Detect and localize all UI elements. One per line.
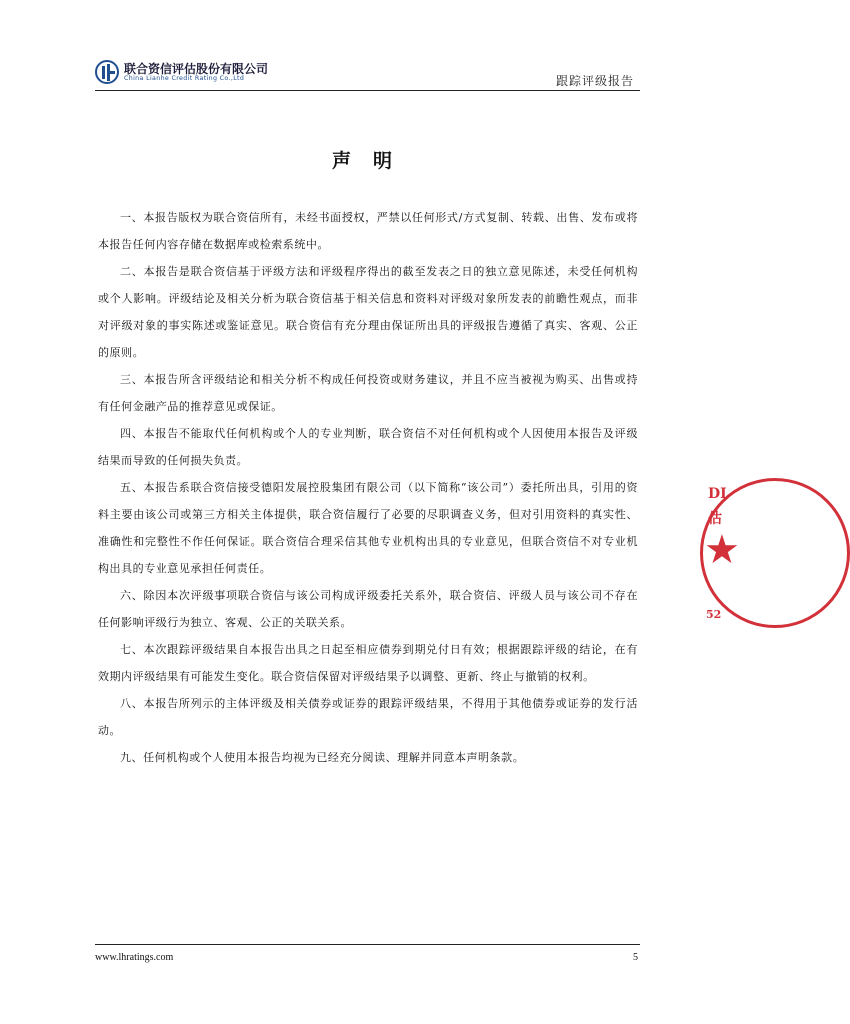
lianhe-logo-icon [95, 60, 119, 84]
company-name-en: China Lianhe Credit Rating Co.,Ltd [124, 75, 245, 82]
page-footer [95, 944, 640, 967]
declaration-paragraph-7: 七、本次跟踪评级结果自本报告出具之日起至相应债券到期兑付日有效；根据跟踪评级的结论，在有效期内评级结果有可能发生变化。联合资信保留对评级结果予以调整、更新、终止与撤销的权利。 [98, 643, 638, 683]
seal-text-mid: 估 [708, 511, 722, 527]
page-header [95, 58, 640, 91]
declaration-body [98, 204, 638, 771]
declaration-paragraph-4: 四、本报告不能取代任何机构或个人的专业判断，联合资信不对任何机构或个人因使用本报告及评级结果而导致的任何损失负责。 [98, 427, 638, 467]
page-title: 声明 [331, 150, 414, 172]
declaration-paragraph-6: 六、除因本次评级事项联合资信与该公司构成评级委托关系外，联合资信、评级人员与该公司不存在任何影响评级行为独立、客观、公正的关联关系。 [98, 589, 638, 629]
seal-text-top: DI [708, 486, 727, 502]
declaration-paragraph-1: 一、本报告版权为联合资信所有，未经书面授权，严禁以任何形式/方式复制、转载、出售、发布或将本报告任何内容存储在数据库或检索系统中。 [98, 211, 638, 251]
declaration-paragraph-5: 五、本报告系联合资信接受德阳发展控股集团有限公司（以下简称“该公司”）委托所出具，引用的资料主要由该公司或第三方相关主体提供，联合资信履行了必要的尽职调查义务，但对引用资料的真实性、准确性和完整性不作任何保证。联合资信合理采信其他专业机构出具的专业意见，但联合资信不对专业机构出具的专业意见承担任何责任。 [98, 481, 638, 575]
seal-number: 52 [706, 608, 722, 621]
declaration-paragraph-9: 九、任何机构或个人使用本报告均视为已经充分阅读、理解并同意本声明条款。 [120, 751, 525, 764]
declaration-paragraph-3: 三、本报告所含评级结论和相关分析不构成任何投资或财务建议，并且不应当被视为购买、出售或持有任何金融产品的推荐意见或保证。 [98, 373, 638, 413]
company-name-cn: 联合资信评估股份有限公司 [124, 62, 269, 76]
declaration-paragraph-8: 八、本报告所列示的主体评级及相关债券或证券的跟踪评级结果，不得用于其他债券或证券的发行活动。 [98, 697, 638, 737]
seal-star-icon: ★ [704, 527, 740, 573]
page-number: 5 [633, 952, 638, 963]
report-type: 跟踪评级报告 [555, 74, 634, 88]
declaration-paragraph-2: 二、本报告是联合资信基于评级方法和评级程序得出的截至发表之日的独立意见陈述，未受任何机构或个人影响。评级结论及相关分析为联合资信基于相关信息和资料对评级对象所发表的前瞻性观点，而非对评级对象的事实陈述或鉴证意见。联合资信有充分理由保证所出具的评级报告遵循了真实、客观、公正的原则。 [98, 265, 638, 359]
footer-website: www.lhratings.com [95, 952, 174, 963]
company-seal-icon [700, 478, 740, 628]
